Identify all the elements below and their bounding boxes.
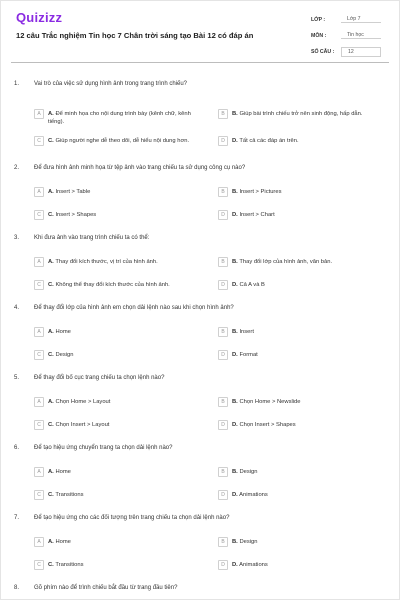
option-letter-box: A [34, 397, 44, 407]
option-key: B. [232, 329, 238, 335]
count-label: SỐ CÂU : [311, 48, 335, 55]
option-text: Insert > Table [55, 189, 91, 195]
option-text-wrap [232, 210, 275, 219]
option-text-wrap [48, 537, 71, 546]
option-key: B. [232, 399, 238, 405]
answer-option-a[interactable] [34, 187, 204, 197]
option-text: Cả A và B [239, 282, 265, 288]
answer-option-d[interactable] [218, 560, 388, 570]
option-letter-box: D [218, 280, 228, 290]
option-key: C. [48, 212, 54, 218]
option-text-wrap [48, 560, 83, 569]
option-text-wrap [48, 397, 110, 406]
option-text: Home [55, 329, 71, 335]
answer-option-d[interactable] [218, 350, 388, 360]
option-letter-box: A [34, 187, 44, 197]
option-letter-box: B [218, 109, 228, 119]
option-key: B. [232, 259, 238, 265]
answer-option-c[interactable] [34, 136, 199, 146]
option-text: Thay đổi kích thước, vị trí của hình ảnh. [55, 259, 158, 265]
option-text: Animations [239, 492, 268, 498]
option-letter-box: C [34, 280, 44, 290]
answer-option-b[interactable] [218, 537, 388, 547]
worksheet-header [11, 1, 389, 63]
option-letter-box: C [34, 350, 44, 360]
page-title: 12 câu Trắc nghiệm Tin học 7 Chân trời sáng tạo Bài 12 có đáp án [16, 31, 254, 40]
option-key: D. [232, 138, 238, 144]
option-text-wrap [48, 257, 158, 266]
subject-label: MÔN : [311, 32, 327, 39]
question-number: 3. [14, 235, 20, 241]
option-key: C. [48, 562, 54, 568]
answer-option-b[interactable] [218, 257, 388, 267]
option-text: Giúp bài trình chiếu trở nên sinh động, hấp dẫn. [239, 111, 363, 117]
option-text-wrap [48, 280, 170, 289]
option-text-wrap [232, 537, 257, 546]
option-text: Transitions [55, 562, 84, 568]
option-letter-box: D [218, 420, 228, 430]
option-key: A. [48, 399, 54, 405]
answer-option-a[interactable] [34, 537, 204, 547]
option-key: A. [48, 329, 54, 335]
question-text: Vai trò của việc sử dụng hình ảnh trong trang trình chiếu? [34, 81, 187, 87]
option-text-wrap [48, 467, 71, 476]
answer-option-b[interactable] [218, 327, 388, 337]
option-key: C. [48, 422, 54, 428]
option-text-wrap [232, 490, 268, 499]
option-letter-box: C [34, 420, 44, 430]
option-text-wrap [48, 187, 90, 196]
option-text: Để minh họa cho nội dung trình bày (kênh chữ, kênh tiếng). [48, 111, 191, 125]
option-text-wrap [48, 109, 199, 126]
option-letter-box: D [218, 560, 228, 570]
option-letter-box: D [218, 136, 228, 146]
answer-option-c[interactable] [34, 560, 204, 570]
class-label: LỚP : [311, 16, 326, 23]
option-letter-box: C [34, 560, 44, 570]
option-text: Animations [239, 562, 268, 568]
answer-option-c[interactable] [34, 210, 204, 220]
option-text: Insert [239, 329, 254, 335]
option-text: Thay đổi lớp của hình ảnh, văn bản. [239, 259, 333, 265]
question-number: 8. [14, 585, 20, 591]
option-letter-box: A [34, 257, 44, 267]
question-number: 6. [14, 445, 20, 451]
option-text: Design [55, 352, 74, 358]
answer-option-a[interactable] [34, 397, 204, 407]
answer-option-b[interactable] [218, 187, 388, 197]
option-key: B. [232, 469, 238, 475]
option-letter-box: D [218, 350, 228, 360]
answer-option-b[interactable] [218, 397, 388, 407]
option-letter-box: C [34, 210, 44, 220]
option-key: B. [232, 539, 238, 545]
answer-option-c[interactable] [34, 280, 204, 290]
option-text-wrap [232, 327, 254, 336]
option-letter-box: B [218, 467, 228, 477]
question-number: 5. [14, 375, 20, 381]
option-text: Chọn Home > Newslide [239, 399, 301, 405]
option-text: Design [239, 539, 258, 545]
class-value: Lớp 7 [341, 16, 381, 23]
option-text-wrap [48, 210, 96, 219]
option-text: Home [55, 469, 71, 475]
meta-class-row [311, 14, 381, 25]
option-text-wrap [48, 327, 71, 336]
subject-value: Tin học [341, 32, 381, 39]
option-text: Không thể thay đổi kích thước của hình ảnh. [55, 282, 170, 288]
answer-option-c[interactable] [34, 490, 204, 500]
option-text-wrap [232, 397, 301, 406]
answer-option-b[interactable] [218, 467, 388, 477]
option-key: D. [232, 562, 238, 568]
option-text: Tất cả các đáp án trên. [239, 138, 299, 144]
question-number: 2. [14, 165, 20, 171]
option-letter-box: D [218, 210, 228, 220]
option-key: A. [48, 539, 54, 545]
option-key: A. [48, 189, 54, 195]
answer-option-b[interactable] [218, 109, 388, 119]
option-text-wrap [232, 280, 265, 289]
worksheet-meta [311, 14, 381, 62]
option-text: Insert > Chart [239, 212, 275, 218]
count-value: 12 [341, 47, 381, 57]
meta-count-row [311, 46, 381, 57]
option-letter-box: A [34, 109, 44, 119]
option-key: C. [48, 352, 54, 358]
question-text: Khi đưa ảnh vào trang trình chiếu ta có thể: [34, 235, 150, 241]
option-key: D. [232, 492, 238, 498]
option-key: C. [48, 282, 54, 288]
option-key: C. [48, 138, 54, 144]
option-letter-box: A [34, 327, 44, 337]
quizizz-logo[interactable]: Quizizz [16, 10, 63, 25]
option-text: Format [239, 352, 258, 358]
question-text: Để tạo hiệu ứng cho các đối tượng trên trang chiếu ta chọn dải lệnh nào? [34, 515, 230, 521]
option-key: D. [232, 282, 238, 288]
option-letter-box: D [218, 490, 228, 500]
option-text: Giúp người nghe dễ theo dõi, dễ hiểu nội dung hơn. [55, 138, 190, 144]
question-text: Để tạo hiệu ứng chuyển trang ta chọn dải lệnh nào? [34, 445, 173, 451]
option-letter-box: C [34, 136, 44, 146]
option-text-wrap [48, 136, 189, 145]
option-text-wrap [48, 350, 73, 359]
answer-option-c[interactable] [34, 350, 204, 360]
option-letter-box: B [218, 257, 228, 267]
option-text: Transitions [55, 492, 84, 498]
answer-option-c[interactable] [34, 420, 204, 430]
question-number: 4. [14, 305, 20, 311]
option-text-wrap [48, 490, 83, 499]
option-key: C. [48, 492, 54, 498]
option-text: Chọn Home > Layout [55, 399, 111, 405]
option-text: Chọn Insert > Layout [55, 422, 110, 428]
option-text: Insert > Shapes [55, 212, 97, 218]
option-letter-box: B [218, 187, 228, 197]
option-key: B. [232, 111, 238, 117]
option-key: A. [48, 259, 54, 265]
option-text-wrap [232, 350, 258, 359]
option-text-wrap [232, 420, 296, 429]
option-text: Insert > Pictures [239, 189, 282, 195]
answer-option-d[interactable] [218, 420, 388, 430]
option-key: A. [48, 469, 54, 475]
option-text-wrap [232, 136, 299, 145]
meta-subject-row [311, 30, 381, 41]
option-letter-box: C [34, 490, 44, 500]
option-letter-box: B [218, 397, 228, 407]
option-key: D. [232, 352, 238, 358]
option-text-wrap [232, 467, 257, 476]
answer-option-a[interactable] [34, 327, 204, 337]
option-text: Design [239, 469, 258, 475]
option-text: Home [55, 539, 71, 545]
option-key: A. [48, 111, 54, 117]
question-text: Để thay đổi bố cục trang chiếu ta chọn lệnh nào? [34, 375, 165, 381]
option-key: D. [232, 212, 238, 218]
option-text-wrap [232, 109, 362, 118]
option-letter-box: A [34, 537, 44, 547]
answer-option-a[interactable] [34, 257, 204, 267]
answer-option-a[interactable] [34, 109, 199, 126]
question-text: Để đưa hình ảnh minh họa từ tệp ảnh vào trang chiếu ta sử dụng công cụ nào? [34, 165, 246, 171]
question-text: Gõ phím nào để trình chiếu bắt đầu từ trang đầu tiên? [34, 585, 178, 591]
question-number: 1. [14, 81, 20, 87]
option-key: B. [232, 189, 238, 195]
option-letter-box: B [218, 537, 228, 547]
option-text: Chọn Insert > Shapes [239, 422, 296, 428]
option-key: D. [232, 422, 238, 428]
option-text-wrap [48, 420, 109, 429]
answer-option-a[interactable] [34, 467, 204, 477]
option-letter-box: B [218, 327, 228, 337]
answer-option-d[interactable] [218, 280, 388, 290]
option-letter-box: A [34, 467, 44, 477]
question-number: 7. [14, 515, 20, 521]
option-text-wrap [232, 187, 281, 196]
question-text: Để thay đổi lớp của hình ảnh em chọn dải lệnh nào sau khi chọn hình ảnh? [34, 305, 234, 311]
answer-option-d[interactable] [218, 136, 388, 146]
answer-option-d[interactable] [218, 490, 388, 500]
option-text-wrap [232, 257, 332, 266]
answer-option-d[interactable] [218, 210, 388, 220]
option-text-wrap [232, 560, 268, 569]
